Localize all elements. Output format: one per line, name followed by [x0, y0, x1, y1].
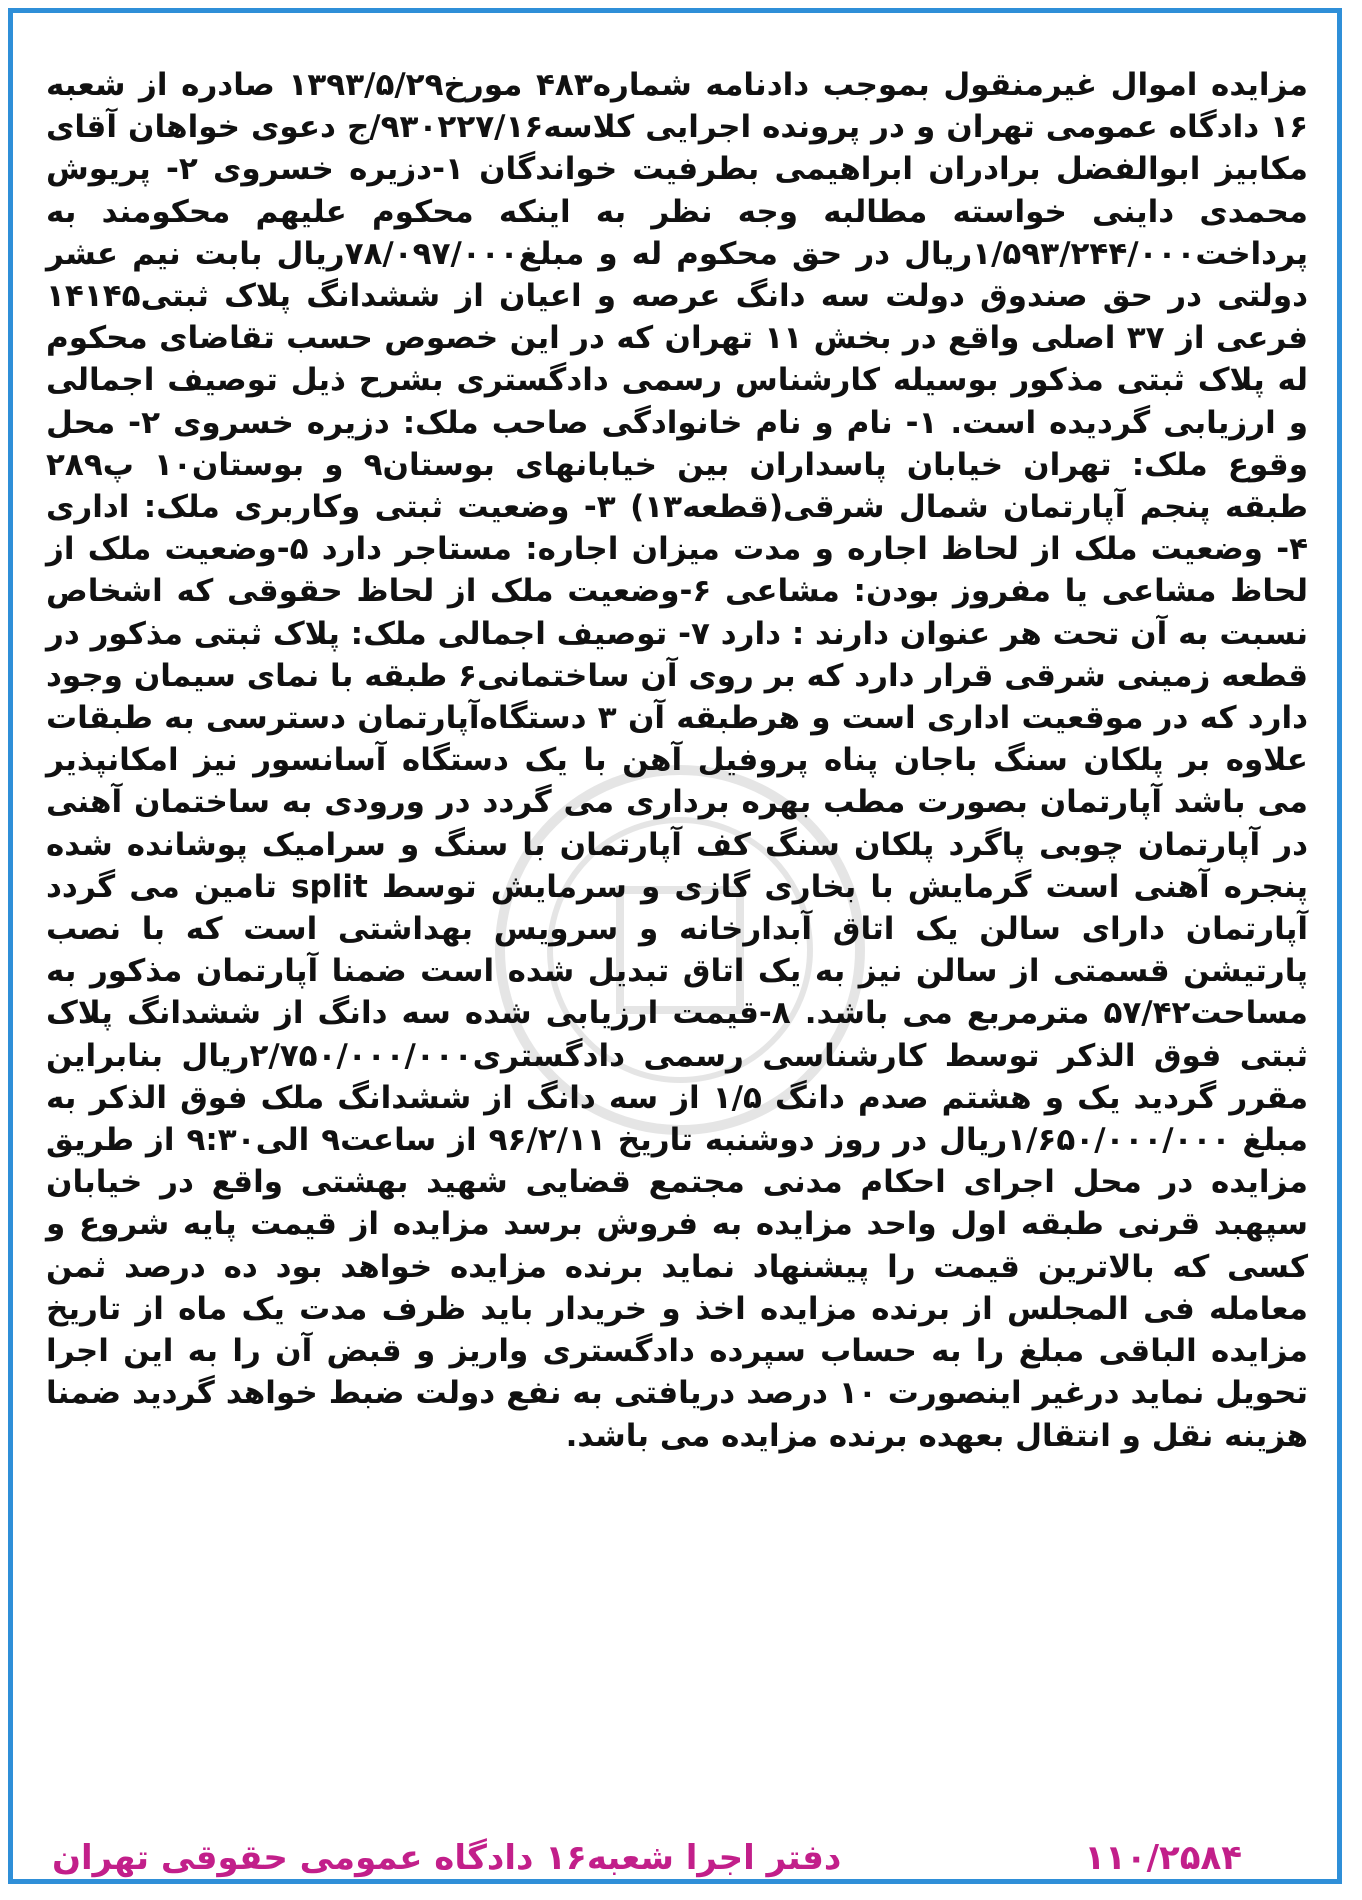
notice-footer	[52, 1838, 1242, 1884]
footer-number: ۱۱۰/۲۵۸۴	[1084, 1838, 1242, 1878]
auction-notice-body: مزایده اموال غیرمنقول بموجب دادنامه شماره۴۸۳ مورخ۱۳۹۳/۵/۲۹ صادره از شعبه ۱۶ دادگاه عمومی تهران و در پرونده اجرایی کلاسه۹۳۰۲۲۷/۱۶/ج دعوی خواهان آقای مکابیز ابوالفضل برادران ابراهیمی بطرفیت خواندگان ۱-دزیره خسروی ۲- پریوش محمدی داینی خواسته مطالبه وجه نظر به اینکه محکوم علیهم محکومند به پرداخت۱/۵۹۳/۲۴۴/۰۰۰ریال در حق محکوم له و مبلغ۷۸/۰۹۷/۰۰۰ریال بابت نیم عشر دولتی در حق صندوق دولت سه دانگ عرصه و اعیان از ششدانگ پلاک ثبتی۱۴۱۴۵ فرعی از ۳۷ اصلی واقع در بخش ۱۱ تهران که در این خصوص حسب تقاضای محکوم له پلاک ثبتی مذکور بوسیله کارشناس رسمی دادگستری بشرح ذیل توصیف اجمالی و ارزیابی گردیده است. ۱- نام و نام خانوادگی صاحب ملک: دزیره خسروی ۲- محل وقوع ملک: تهران خیابان پاسداران بین خیابانهای بوستان۹ و بوستان۱۰ پ۲۸۹ طبقه پنجم آپارتمان شمال شرقی(قطعه۱۳) ۳- وضعیت ثبتی وکاربری ملک: اداری ۴- وضعیت ملک از لحاظ اجاره و مدت میزان اجاره: مستاجر دارد ۵-وضعیت ملک از لحاظ مشاعی یا مفروز بودن: مشاعی ۶-وضعیت ملک از لحاظ حقوقی که اشخاص نسبت به آن تحت هر عنوان دارند : دارد ۷- توصیف اجمالی ملک: پلاک ثبتی مذکور در قطعه زمینی شرقی قرار دارد که بر روی آن ساختمانی۶ طبقه با نمای سیمان وجود دارد که در موقعیت اداری است و هرطبقه آن ۳ دستگاه‌آپارتمان دسترسی به طبقات علاوه بر پلکان سنگ باجان پناه پروفیل آهن با یک دستگاه آسانسور نیز امکانپذیر می باشد آپارتمان بصورت مطب بهره برداری می گردد در ورودی به ساختمان آهنی در آپارتمان چوبی پاگرد پلکان سنگ کف آپارتمان با سنگ و سرامیک پوشانده شده پنجره آهنی است گرمایش با بخاری گازی و سرمایش توسط split تامین می گردد آپارتمان دارای سالن یک اتاق آبدارخانه و سرویس بهداشتی است که با نصب پارتیشن قسمتی از سالن نیز به یک اتاق تبدیل شده است ضمنا آپارتمان مذکور به مساحت۵۷/۴۲ مترمربع می باشد. ۸-قیمت ارزیابی شده سه دانگ از ششدانگ پلاک ثبتی فوق الذکر توسط کارشناسی رسمی دادگستری۲/۷۵۰/۰۰۰/۰۰۰ریال بنابراین مقرر گردید یک و هشتم صدم دانگ ۱/۵ از سه دانگ از ششدانگ ملک فوق الذکر به مبلغ ۱/۶۵۰/۰۰۰/۰۰۰ریال در روز دوشنبه تاریخ ۹۶/۲/۱۱ از ساعت۹ الی۹:۳۰ از طریق مزایده در محل اجرای احکام مدنی مجتمع قضایی شهید بهشتی واقع در خیابان سپهبد قرنی طبقه اول واحد مزایده به فروش برسد مزایده از قیمت پایه شروع و کسی که بالاترین قیمت را پیشنهاد نماید برنده مزایده خواهد بود ده درصد ثمن معامله فی المجلس از برنده مزایده اخذ و خریدار باید ظرف مدت یک ماه از تاریخ مزایده الباقی مبلغ را به حساب سپرده دادگستری واریز و قبض آن را به این اجرا تحویل نماید درغیر اینصورت ۱۰ درصد دریافتی به نفع دولت ضبط خواهد گردید ضمنا هزینه نقل و انتقال بعهده برنده مزایده می باشد.	[46, 67, 1309, 1454]
footer-office: دفتر اجرا شعبه۱۶ دادگاه عمومی حقوقی تهران	[52, 1838, 842, 1878]
